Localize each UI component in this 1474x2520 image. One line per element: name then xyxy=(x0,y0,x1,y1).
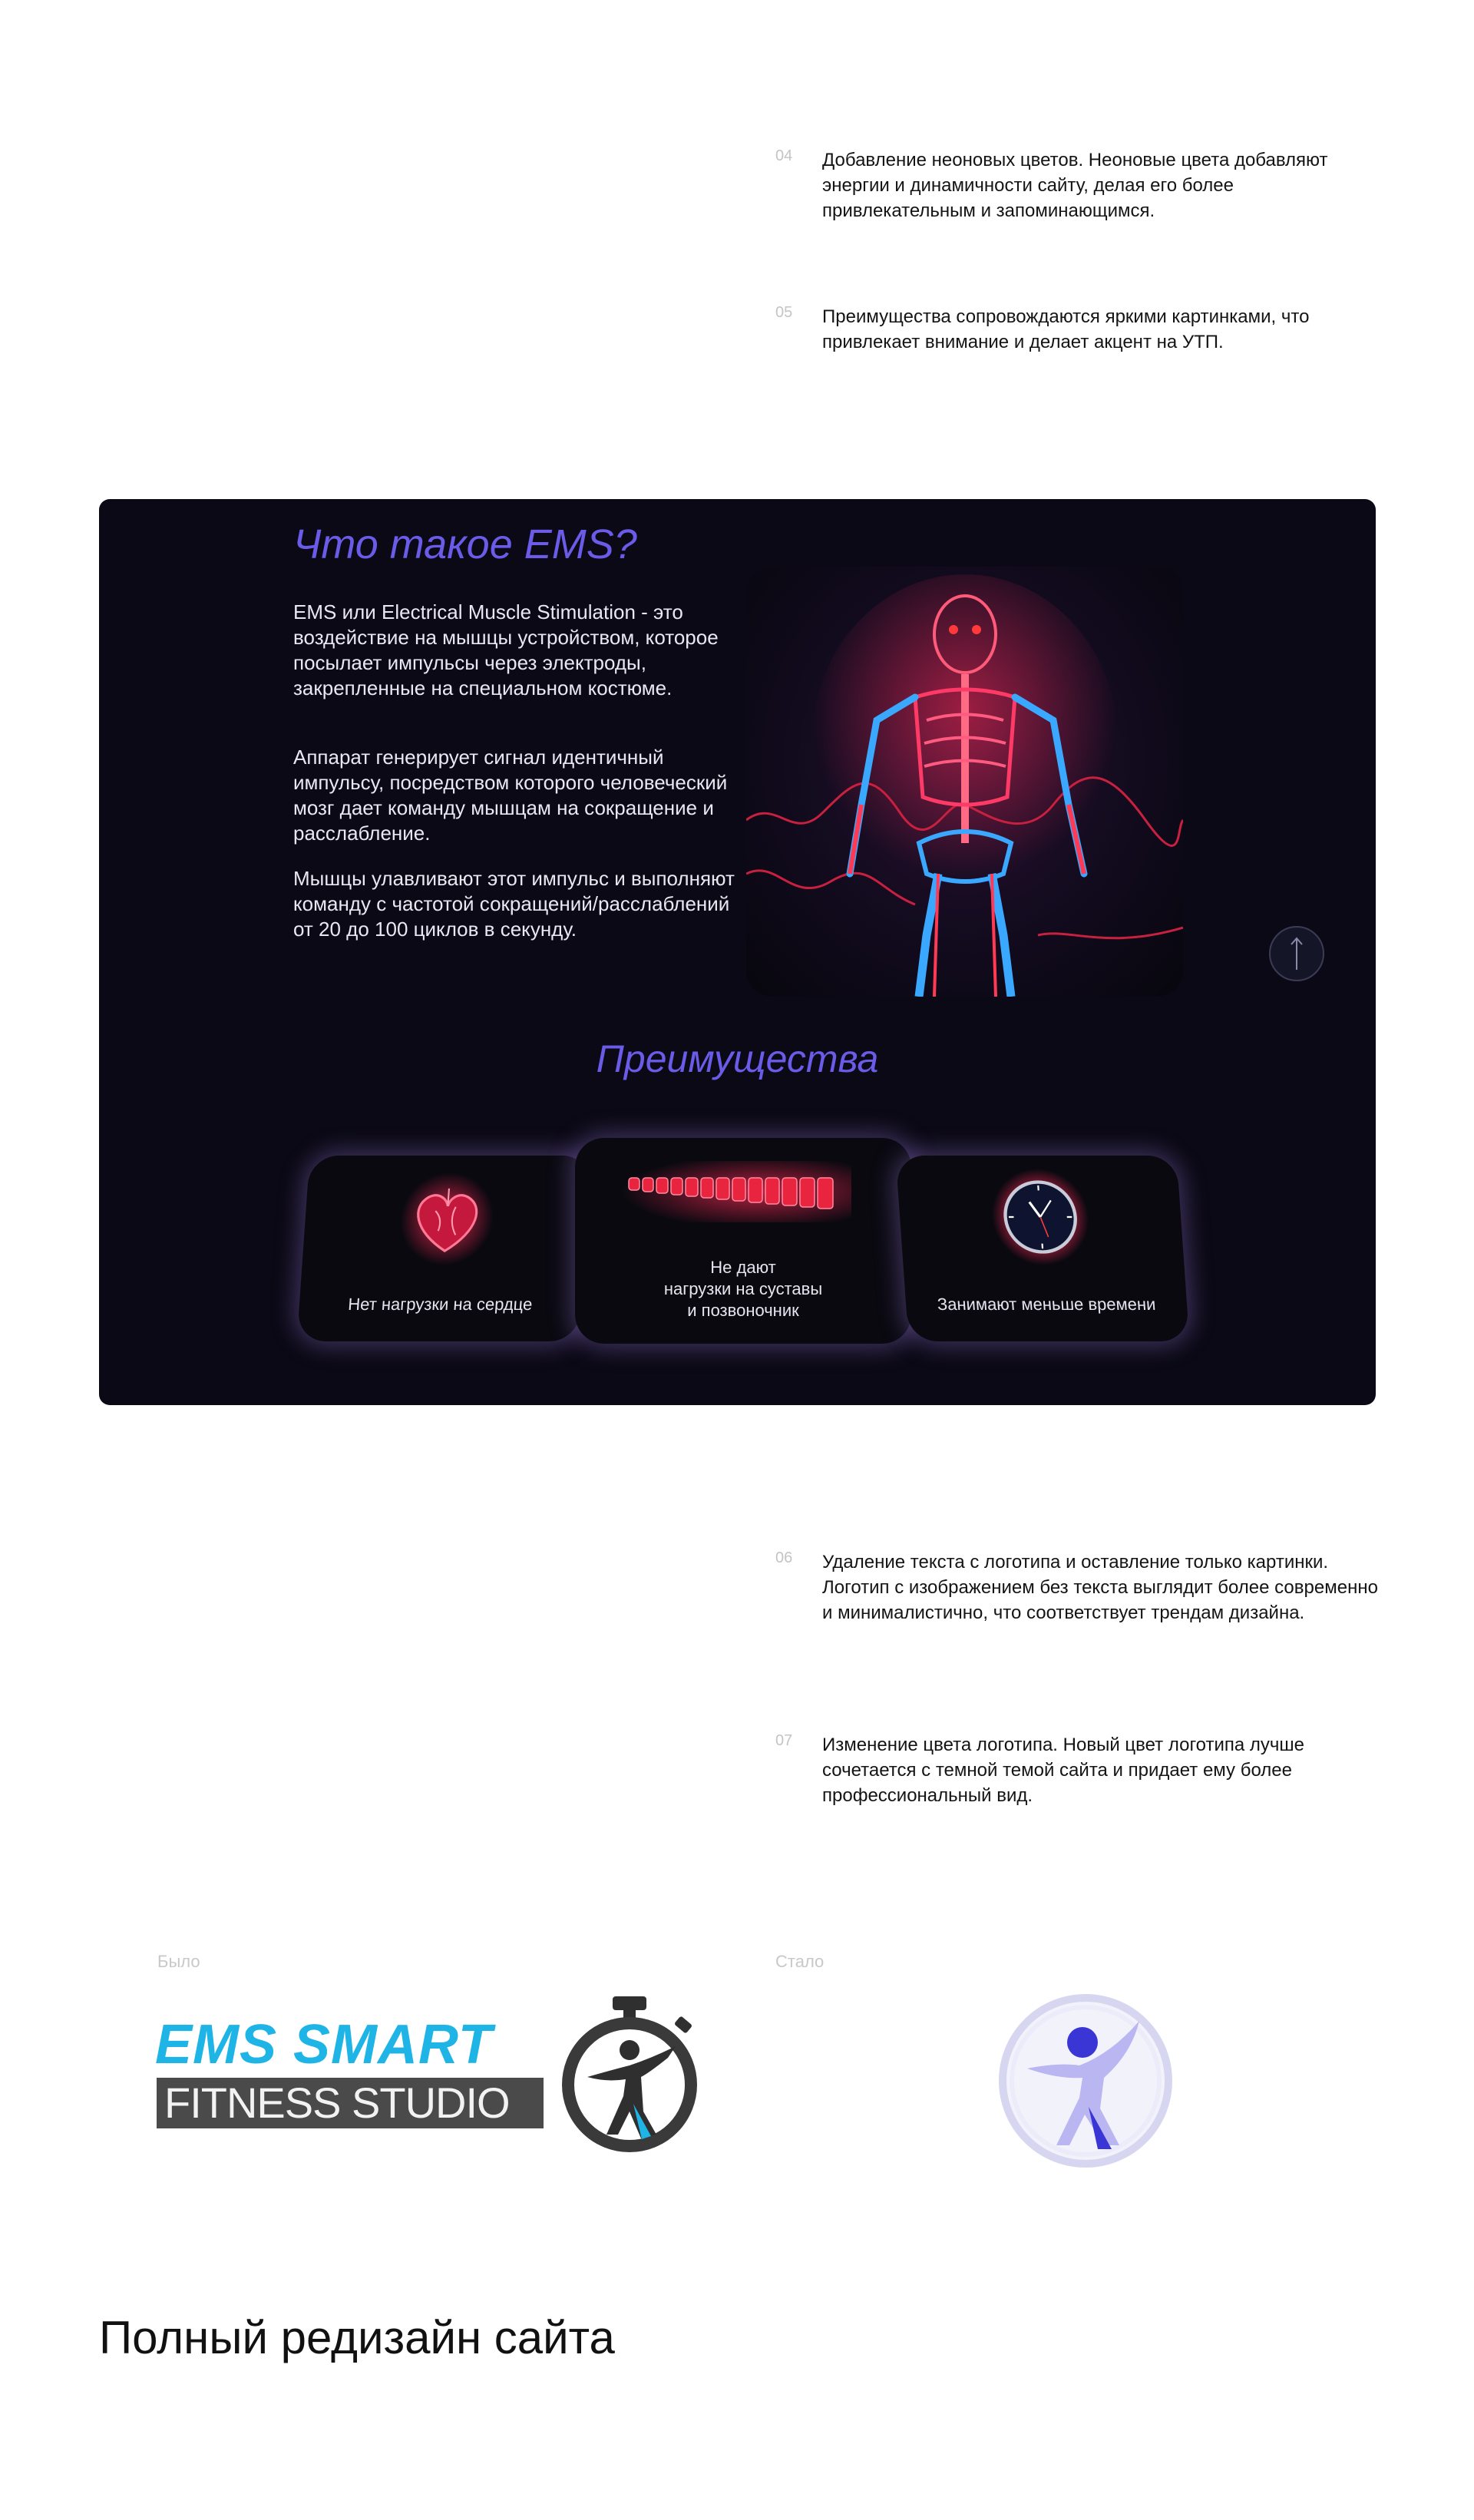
scroll-top-button[interactable] xyxy=(1269,926,1324,981)
note-text: Изменение цвета логотипа. Новый цвет логотипа лучше сочетается с темной темой сайта и придает ему более профессиональный вид. xyxy=(822,1735,1305,1806)
ems-paragraph: Аппарат генерирует сигнал идентичный импульсу, посредством которого человеческий мозг дает команду мышцам на сокращение и расслабление. xyxy=(293,746,728,845)
note-number: 05 xyxy=(775,304,793,321)
note-07 xyxy=(775,1732,1382,1808)
before-caption: Было xyxy=(157,1952,200,1971)
advantage-card-heart[interactable] xyxy=(297,1156,592,1341)
note-number: 04 xyxy=(775,147,793,164)
note-number: 06 xyxy=(775,1549,793,1566)
final-heading: Полный редизайн сайта xyxy=(99,2312,615,2363)
ems-site-preview xyxy=(99,499,1376,1405)
advantage-label: Нет нагрузки на сердце xyxy=(347,1295,534,1314)
note-number: 07 xyxy=(775,1732,793,1749)
neon-spine-icon xyxy=(621,1153,851,1230)
note-text: Преимущества сопровождаются яркими картинками, что привлекает внимание и делает акцент на УТП. xyxy=(822,306,1310,352)
old-logo xyxy=(155,1996,692,2158)
stopwatch-runner-icon xyxy=(553,1996,706,2158)
neon-skeleton-icon xyxy=(746,567,1183,997)
arrow-up-icon xyxy=(1285,936,1308,971)
ems-paragraph: EMS или Electrical Muscle Stimulation - это воздействие на мышцы устройством, которое посылает импульсы через электроды, закрепленные на специальном костюме. xyxy=(293,600,719,699)
note-05 xyxy=(775,304,1382,355)
advantage-card-spine[interactable] xyxy=(575,1138,911,1344)
advantage-label: Не дают нагрузки на суставы и позвоночник xyxy=(663,1258,823,1320)
advantage-label: Занимают меньше времени xyxy=(936,1295,1157,1314)
neon-heart-icon xyxy=(392,1171,502,1267)
old-logo-subtitle: FITNESS STUDIO xyxy=(157,2078,544,2128)
note-04 xyxy=(775,147,1382,223)
ems-paragraph: Мышцы улавливают этот импульс и выполняют команду с частотой сокращений/расслаблений от 20 до 100 циклов в секунду. xyxy=(293,867,735,941)
after-caption: Стало xyxy=(775,1952,825,1971)
advantages-title: Преимущества xyxy=(596,1037,879,1080)
advantage-card-time[interactable] xyxy=(896,1156,1190,1341)
note-text: Добавление неоновых цветов. Неоновые цвета добавляют энергии и динамичности сайту, делая его более привлекательным и запоминающимся. xyxy=(822,150,1328,221)
ems-title: Что такое EMS? xyxy=(293,521,637,567)
new-logo xyxy=(996,1992,1175,2170)
old-logo-title: EMS SMART xyxy=(155,2014,493,2075)
clock-icon xyxy=(987,1167,1094,1267)
note-text: Удаление текста с логотипа и оставление только картинки. Логотип с изображением без текста выглядит более современно и минималистично, что соответствует трендам дизайна. xyxy=(822,1552,1378,1623)
note-06 xyxy=(775,1549,1382,1625)
runner-circle-icon xyxy=(996,1992,1175,2170)
